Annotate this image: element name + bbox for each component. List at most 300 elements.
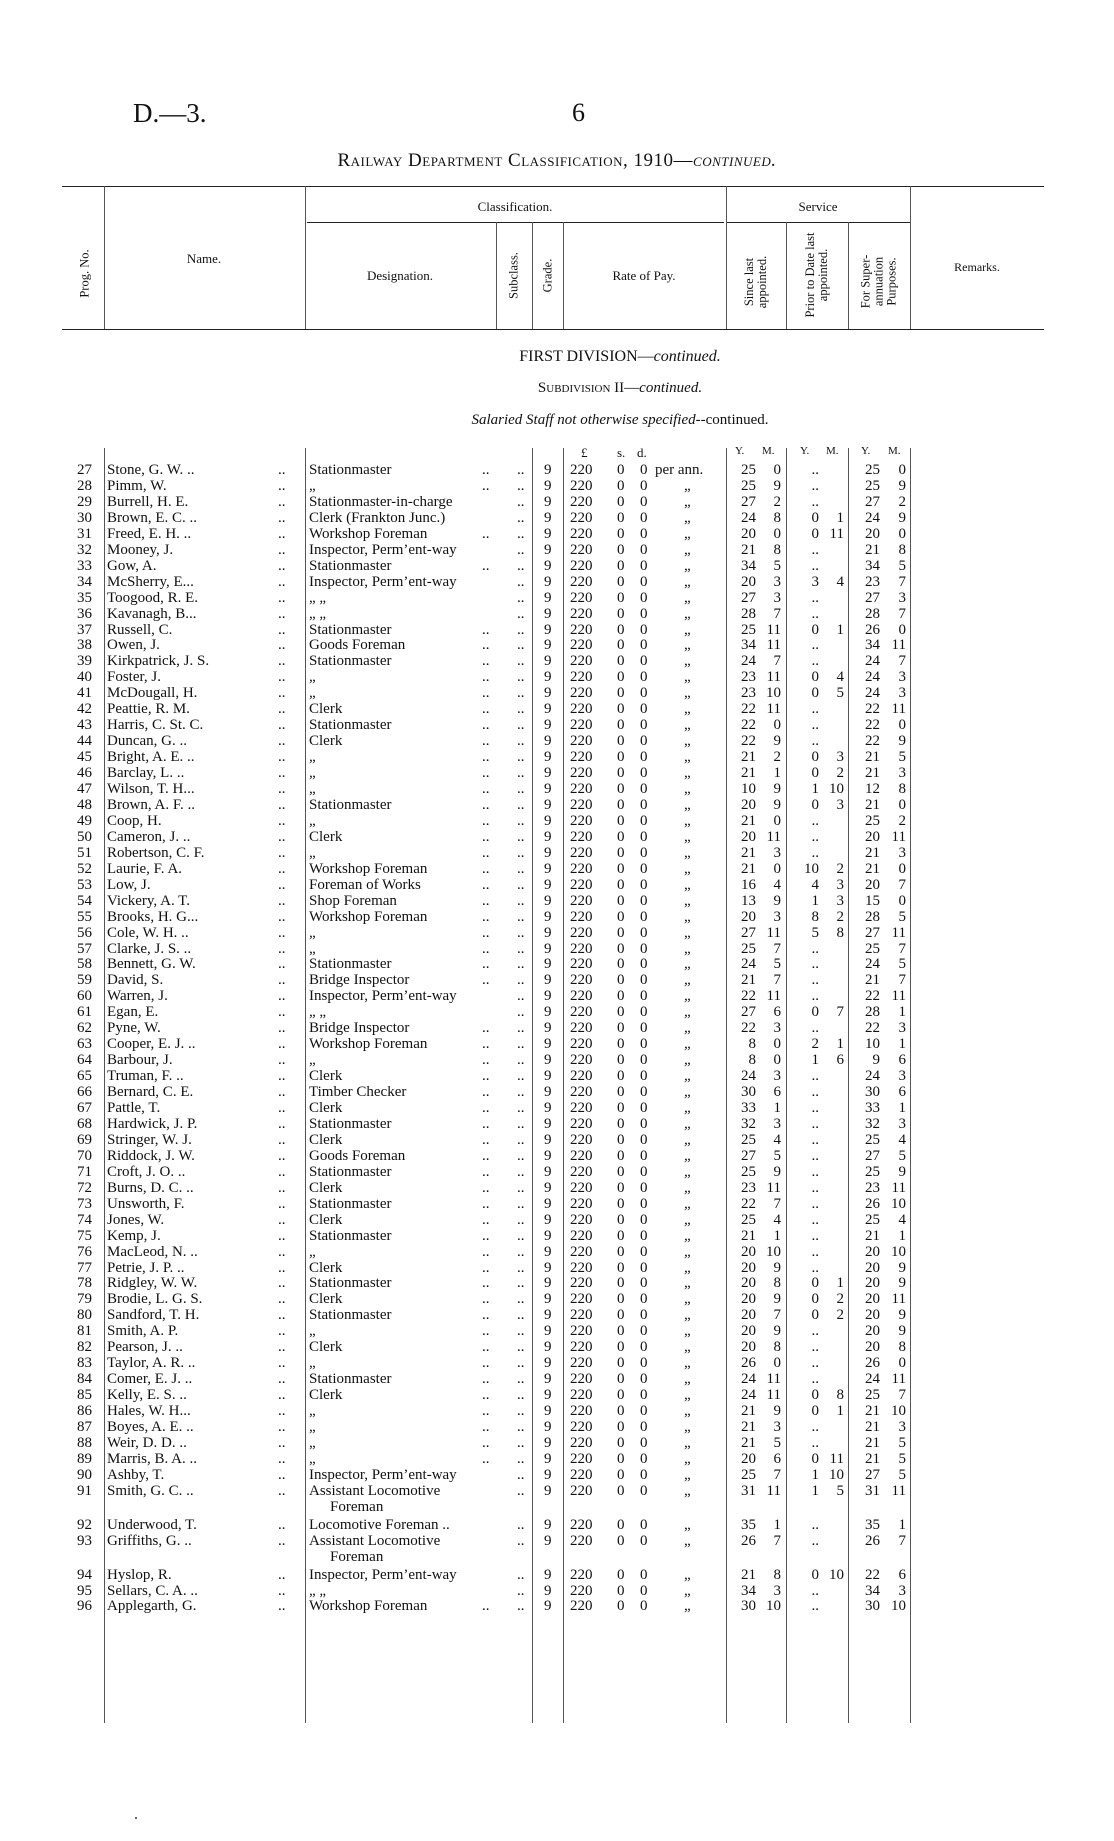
prior-months: 1 <box>836 1403 844 1420</box>
subclass: .. <box>517 1450 525 1467</box>
prior-years: 0 <box>811 509 819 526</box>
pay-pounds: 220 <box>570 557 593 574</box>
super-months: 11 <box>891 1482 906 1499</box>
pay-shillings: 0 <box>617 573 625 590</box>
grade: 9 <box>544 1466 552 1483</box>
table-row <box>0 1371 1114 1388</box>
prog-no: 86 <box>77 1403 92 1420</box>
pay-shillings: 0 <box>617 796 625 813</box>
super-months: 2 <box>898 493 906 510</box>
subclass: .. <box>517 1355 525 1372</box>
pay-pounds: 220 <box>570 1068 593 1085</box>
prior-years: 0 <box>811 621 819 638</box>
prior-months: 3 <box>836 892 844 909</box>
since-years: 25 <box>741 477 756 494</box>
since-months: 8 <box>773 541 781 558</box>
leader-dots: .. <box>278 733 286 750</box>
prior-years: .. <box>811 637 819 654</box>
super-months: 7 <box>898 1532 906 1549</box>
designation: „ <box>309 1323 316 1340</box>
super-months: 0 <box>898 892 906 909</box>
pay-pence: 0 <box>640 541 648 558</box>
pay-pence: 0 <box>640 796 648 813</box>
pay-pence: 0 <box>640 605 648 622</box>
leader-dots: .. <box>482 765 490 782</box>
subclass: .. <box>517 1291 525 1308</box>
grade: 9 <box>544 988 552 1005</box>
pay-period: „ <box>684 796 691 813</box>
designation: Clerk <box>309 1131 343 1148</box>
designation: Workshop Foreman <box>309 1036 428 1053</box>
grade: 9 <box>544 1532 552 1549</box>
designation: „ <box>309 477 316 494</box>
leader-dots: .. <box>278 1036 286 1053</box>
pay-shillings: 0 <box>617 1115 625 1132</box>
since-years: 22 <box>741 1195 756 1212</box>
pay-shillings: 0 <box>617 1419 625 1435</box>
since-years: 25 <box>741 1131 756 1148</box>
pay-shillings: 0 <box>617 924 625 941</box>
prior-years: .. <box>811 653 819 670</box>
subclass: .. <box>517 1068 525 1085</box>
col-prior-to-date: Prior to Date last appointed. <box>803 232 830 318</box>
super-months: 5 <box>898 749 906 766</box>
prog-no: 46 <box>77 765 92 782</box>
leader-dots: .. <box>278 1275 286 1292</box>
leader-dots: .. <box>482 1307 490 1324</box>
since-months: 8 <box>773 1566 781 1583</box>
grade: 9 <box>544 669 552 686</box>
prior-years: .. <box>811 1516 819 1533</box>
super-years: 21 <box>865 765 880 782</box>
super-months: 1 <box>898 1516 906 1533</box>
designation: Inspector, Perm’ent-way <box>309 573 457 590</box>
prior-months: 7 <box>836 1004 844 1021</box>
prior-years: 1 <box>811 1052 819 1069</box>
col-for-superannuation: For Super-annuation Purposes. <box>858 254 899 309</box>
prior-months: 2 <box>836 1291 844 1308</box>
designation: Assistant Locomotive <box>309 1482 441 1499</box>
leader-dots: .. <box>482 685 490 702</box>
staff-name: Underwood, T. <box>107 1516 197 1533</box>
subclass: .. <box>517 1275 525 1292</box>
since-months: 4 <box>773 876 781 893</box>
pay-pence: 0 <box>640 1532 648 1549</box>
pay-pence: 0 <box>640 924 648 941</box>
designation: „ <box>309 765 316 782</box>
prior-years: .. <box>811 1243 819 1260</box>
subclass: .. <box>517 525 525 542</box>
designation: Inspector, Perm’ent-way <box>309 1566 457 1583</box>
designation: Stationmaster <box>309 1163 392 1180</box>
leader-dots: .. <box>482 525 490 542</box>
designation: Clerk <box>309 1068 343 1085</box>
pay-shillings: 0 <box>617 1243 625 1260</box>
staff-name: Petrie, J. P. .. <box>107 1259 185 1276</box>
pay-pence: 0 <box>640 1068 648 1085</box>
super-years: 24 <box>865 685 880 702</box>
staff-name: MacLeod, N. .. <box>107 1243 198 1260</box>
since-years: 24 <box>741 653 756 670</box>
grade: 9 <box>544 1450 552 1467</box>
prog-no: 56 <box>77 924 92 941</box>
grade: 9 <box>544 1259 552 1276</box>
pay-shillings: 0 <box>617 1482 625 1499</box>
prog-no: 77 <box>77 1259 92 1276</box>
prog-no: 41 <box>77 685 92 702</box>
subclass: .. <box>517 1419 525 1435</box>
leader-dots: .. <box>482 781 490 797</box>
prior-months: 10 <box>829 1566 844 1583</box>
grade: 9 <box>544 1084 552 1101</box>
prior-years: .. <box>811 733 819 750</box>
designation: Inspector, Perm’ent-way <box>309 541 457 558</box>
designation: Clerk <box>309 1100 343 1116</box>
subclass: .. <box>517 1084 525 1101</box>
super-months: 9 <box>898 1307 906 1324</box>
super-years: 22 <box>865 717 880 734</box>
super-months: 9 <box>898 1163 906 1180</box>
pay-shillings: 0 <box>617 1052 625 1069</box>
prior-years: .. <box>811 1211 819 1228</box>
table-row <box>0 685 1114 702</box>
leader-dots: .. <box>482 1339 490 1356</box>
leader-dots: .. <box>482 828 490 845</box>
pay-pounds: 220 <box>570 589 593 606</box>
super-years: 20 <box>865 1323 880 1340</box>
prior-months: 5 <box>836 685 844 702</box>
leader-dots: .. <box>278 1355 286 1372</box>
since-years: 27 <box>741 924 756 941</box>
super-years: 25 <box>865 477 880 494</box>
super-years: 22 <box>865 1020 880 1037</box>
pay-pounds: 220 <box>570 972 593 989</box>
pay-pounds: 220 <box>570 509 593 526</box>
staff-name: Applegarth, G. <box>107 1598 197 1615</box>
prog-no: 29 <box>77 493 92 510</box>
since-years: 21 <box>741 765 756 782</box>
subclass: .. <box>517 988 525 1005</box>
pay-shillings: 0 <box>617 1275 625 1292</box>
super-years: 10 <box>865 1036 880 1053</box>
super-months: 1 <box>898 1004 906 1021</box>
staff-name: McDougall, H. <box>107 685 198 702</box>
pay-shillings: 0 <box>617 908 625 925</box>
prior-months: 8 <box>836 1387 844 1404</box>
prior-years: .. <box>811 1195 819 1212</box>
leader-dots: .. <box>482 1020 490 1037</box>
leader-dots: .. <box>482 876 490 893</box>
grade: 9 <box>544 1291 552 1308</box>
table-row <box>0 877 1114 894</box>
pay-pounds: 220 <box>570 812 593 829</box>
grade: 9 <box>544 940 552 957</box>
super-years: 30 <box>865 1598 880 1615</box>
prog-no: 40 <box>77 669 92 686</box>
super-months: 9 <box>898 477 906 494</box>
prior-years: .. <box>811 493 819 510</box>
pay-shillings: 0 <box>617 1307 625 1324</box>
super-years: 22 <box>865 733 880 750</box>
leader-dots: .. <box>482 1227 490 1244</box>
prog-no: 74 <box>77 1211 92 1228</box>
pay-pence: 0 <box>640 1403 648 1420</box>
leader-dots: .. <box>482 1243 490 1260</box>
designation: Bridge Inspector <box>309 1020 410 1037</box>
pay-period: „ <box>684 1450 691 1467</box>
pay-period: „ <box>684 1516 691 1533</box>
staff-name: Harris, C. St. C. <box>107 717 204 734</box>
prog-no: 38 <box>77 637 92 654</box>
super-months: 5 <box>898 1466 906 1483</box>
staff-name: Ashby, T. <box>107 1466 165 1483</box>
leader-dots: .. <box>278 685 286 702</box>
super-years: 21 <box>865 1403 880 1420</box>
leader-dots: .. <box>482 1147 490 1164</box>
leader-dots: .. <box>482 733 490 750</box>
pay-shillings: 0 <box>617 525 625 542</box>
since-years: 33 <box>741 1100 756 1116</box>
header-divider <box>786 222 787 329</box>
pay-pounds: 220 <box>570 1355 593 1372</box>
designation: Goods Foreman <box>309 637 406 654</box>
designation: Stationmaster <box>309 1275 392 1292</box>
staff-name: Bennett, G. W. <box>107 956 196 973</box>
prog-no: 70 <box>77 1147 92 1164</box>
pay-shillings: 0 <box>617 988 625 1005</box>
leader-dots: .. <box>482 1131 490 1148</box>
pay-shillings: 0 <box>617 685 625 702</box>
leader-dots: .. <box>278 908 286 925</box>
prior-years: 1 <box>811 1482 819 1499</box>
since-years: 22 <box>741 717 756 734</box>
grade: 9 <box>544 844 552 861</box>
pay-period: „ <box>684 1355 691 1372</box>
pay-pounds: 220 <box>570 781 593 797</box>
since-years: 21 <box>741 541 756 558</box>
super-months: 0 <box>898 525 906 542</box>
super-years: 24 <box>865 1068 880 1085</box>
prog-no: 36 <box>77 605 92 622</box>
designation: Stationmaster-in-charge <box>309 493 453 510</box>
leader-dots: .. <box>278 1100 286 1116</box>
since-years: 20 <box>741 1323 756 1340</box>
prog-no: 48 <box>77 796 92 813</box>
staff-name: Gow, A. <box>107 557 157 574</box>
pay-pence: 0 <box>640 1004 648 1021</box>
pay-period: „ <box>684 669 691 686</box>
pay-pence: 0 <box>640 621 648 638</box>
grade: 9 <box>544 1115 552 1132</box>
super-years: 22 <box>865 701 880 718</box>
pay-pounds: 220 <box>570 1403 593 1420</box>
header-top-rule <box>62 186 1044 187</box>
prog-no: 90 <box>77 1466 92 1483</box>
table-row <box>0 893 1114 910</box>
grade: 9 <box>544 589 552 606</box>
subclass: .. <box>517 1387 525 1404</box>
pay-shillings: 0 <box>617 828 625 845</box>
since-years: 30 <box>741 1084 756 1101</box>
prog-no: 92 <box>77 1516 92 1533</box>
staff-name: Stringer, W. J. <box>107 1131 192 1148</box>
pay-shillings: 0 <box>617 956 625 973</box>
super-months: 6 <box>898 1084 906 1101</box>
table-row <box>0 1291 1114 1308</box>
super-months: 7 <box>898 605 906 622</box>
table-row <box>0 606 1114 623</box>
pay-period: „ <box>684 701 691 718</box>
pay-period: „ <box>684 717 691 734</box>
super-months: 2 <box>898 812 906 829</box>
pay-pence: 0 <box>640 828 648 845</box>
prog-no: 88 <box>77 1434 92 1451</box>
super-months: 3 <box>898 1020 906 1037</box>
subclass: .. <box>517 749 525 766</box>
header-bottom-rule <box>62 329 1044 330</box>
pay-pence: 0 <box>640 701 648 718</box>
pay-pounds: 220 <box>570 525 593 542</box>
prior-months: 10 <box>829 1466 844 1483</box>
pay-shillings: 0 <box>617 1516 625 1533</box>
since-years: 20 <box>741 828 756 845</box>
table-row <box>0 526 1114 543</box>
table-row <box>0 1323 1114 1340</box>
prog-no: 84 <box>77 1371 92 1388</box>
since-years: 28 <box>741 605 756 622</box>
pay-period: „ <box>684 573 691 590</box>
pay-pounds: 220 <box>570 573 593 590</box>
grade: 9 <box>544 892 552 909</box>
unit-pounds: £ <box>581 445 588 460</box>
grade: 9 <box>544 812 552 829</box>
super-years: 32 <box>865 1115 880 1132</box>
super-months: 0 <box>898 860 906 877</box>
leader-dots: .. <box>482 1355 490 1372</box>
pay-pounds: 220 <box>570 1516 593 1533</box>
super-years: 20 <box>865 1307 880 1324</box>
since-years: 21 <box>741 1419 756 1435</box>
leader-dots: .. <box>278 812 286 829</box>
pay-pounds: 220 <box>570 653 593 670</box>
prior-months: 10 <box>829 781 844 797</box>
pay-period: „ <box>684 876 691 893</box>
since-months: 0 <box>773 1052 781 1069</box>
super-years: 21 <box>865 1434 880 1451</box>
header-divider <box>532 222 533 329</box>
since-years: 20 <box>741 1259 756 1276</box>
since-months: 10 <box>766 685 781 702</box>
pay-pounds: 220 <box>570 541 593 558</box>
prior-years: .. <box>811 1068 819 1085</box>
staff-name: Kemp, J. <box>107 1227 161 1244</box>
prog-no: 72 <box>77 1179 92 1196</box>
leader-dots: .. <box>278 1566 286 1583</box>
pay-pounds: 220 <box>570 1163 593 1180</box>
since-years: 21 <box>741 1434 756 1451</box>
super-months: 8 <box>898 541 906 558</box>
pay-period: „ <box>684 1068 691 1085</box>
pay-shillings: 0 <box>617 781 625 797</box>
super-years: 25 <box>865 1131 880 1148</box>
pay-shillings: 0 <box>617 1004 625 1021</box>
subclass: .. <box>517 573 525 590</box>
super-months: 10 <box>891 1243 906 1260</box>
pay-shillings: 0 <box>617 717 625 734</box>
super-months: 10 <box>891 1195 906 1212</box>
pay-period: „ <box>684 1211 691 1228</box>
prior-months: 6 <box>836 1052 844 1069</box>
pay-period: per ann. <box>655 462 704 478</box>
staff-name: Pattle, T. <box>107 1100 161 1116</box>
staff-name: Freed, E. H. .. <box>107 525 192 542</box>
pay-period: „ <box>684 1179 691 1196</box>
since-years: 21 <box>741 1566 756 1583</box>
since-months: 3 <box>773 1582 781 1599</box>
subclass: .. <box>517 477 525 494</box>
pay-period: „ <box>684 765 691 782</box>
pay-pence: 0 <box>640 1371 648 1388</box>
table-row <box>0 925 1114 942</box>
since-months: 0 <box>773 717 781 734</box>
pay-pence: 0 <box>640 1516 648 1533</box>
prog-no: 53 <box>77 876 92 893</box>
pay-shillings: 0 <box>617 1179 625 1196</box>
subclass: .. <box>517 828 525 845</box>
since-months: 11 <box>766 637 781 654</box>
prior-months: 3 <box>836 876 844 893</box>
leader-dots: .. <box>278 621 286 638</box>
since-years: 20 <box>741 573 756 590</box>
leader-dots: .. <box>278 940 286 957</box>
pay-pence: 0 <box>640 972 648 989</box>
leader-dots: .. <box>278 749 286 766</box>
table-row <box>0 669 1114 686</box>
pay-period: „ <box>684 589 691 606</box>
prior-years: 4 <box>811 876 819 893</box>
since-months: 2 <box>773 749 781 766</box>
since-months: 11 <box>766 1179 781 1196</box>
pay-pence: 0 <box>640 1163 648 1180</box>
prior-years: .. <box>811 1227 819 1244</box>
since-years: 24 <box>741 1387 756 1404</box>
super-years: 25 <box>865 940 880 957</box>
pay-pence: 0 <box>640 892 648 909</box>
pay-pence: 0 <box>640 1275 648 1292</box>
since-years: 25 <box>741 462 756 478</box>
staff-name: Barbour, J. <box>107 1052 173 1069</box>
designation: Bridge Inspector <box>309 972 410 989</box>
designation: „ <box>309 1243 316 1260</box>
prog-no: 96 <box>77 1598 92 1615</box>
subclass: .. <box>517 1115 525 1132</box>
pay-shillings: 0 <box>617 1163 625 1180</box>
since-months: 11 <box>766 701 781 718</box>
since-months: 0 <box>773 1036 781 1053</box>
page-title <box>0 150 1114 172</box>
staff-name: Jones, W. <box>107 1211 165 1228</box>
prog-no: 50 <box>77 828 92 845</box>
division-heading <box>120 348 1114 366</box>
table-row <box>0 1598 1114 1615</box>
prior-months: 8 <box>836 924 844 941</box>
super-years: 21 <box>865 972 880 989</box>
prog-no: 80 <box>77 1307 92 1324</box>
pay-pounds: 220 <box>570 1419 593 1435</box>
pay-period: „ <box>684 749 691 766</box>
since-years: 22 <box>741 701 756 718</box>
prior-years: .. <box>811 940 819 957</box>
